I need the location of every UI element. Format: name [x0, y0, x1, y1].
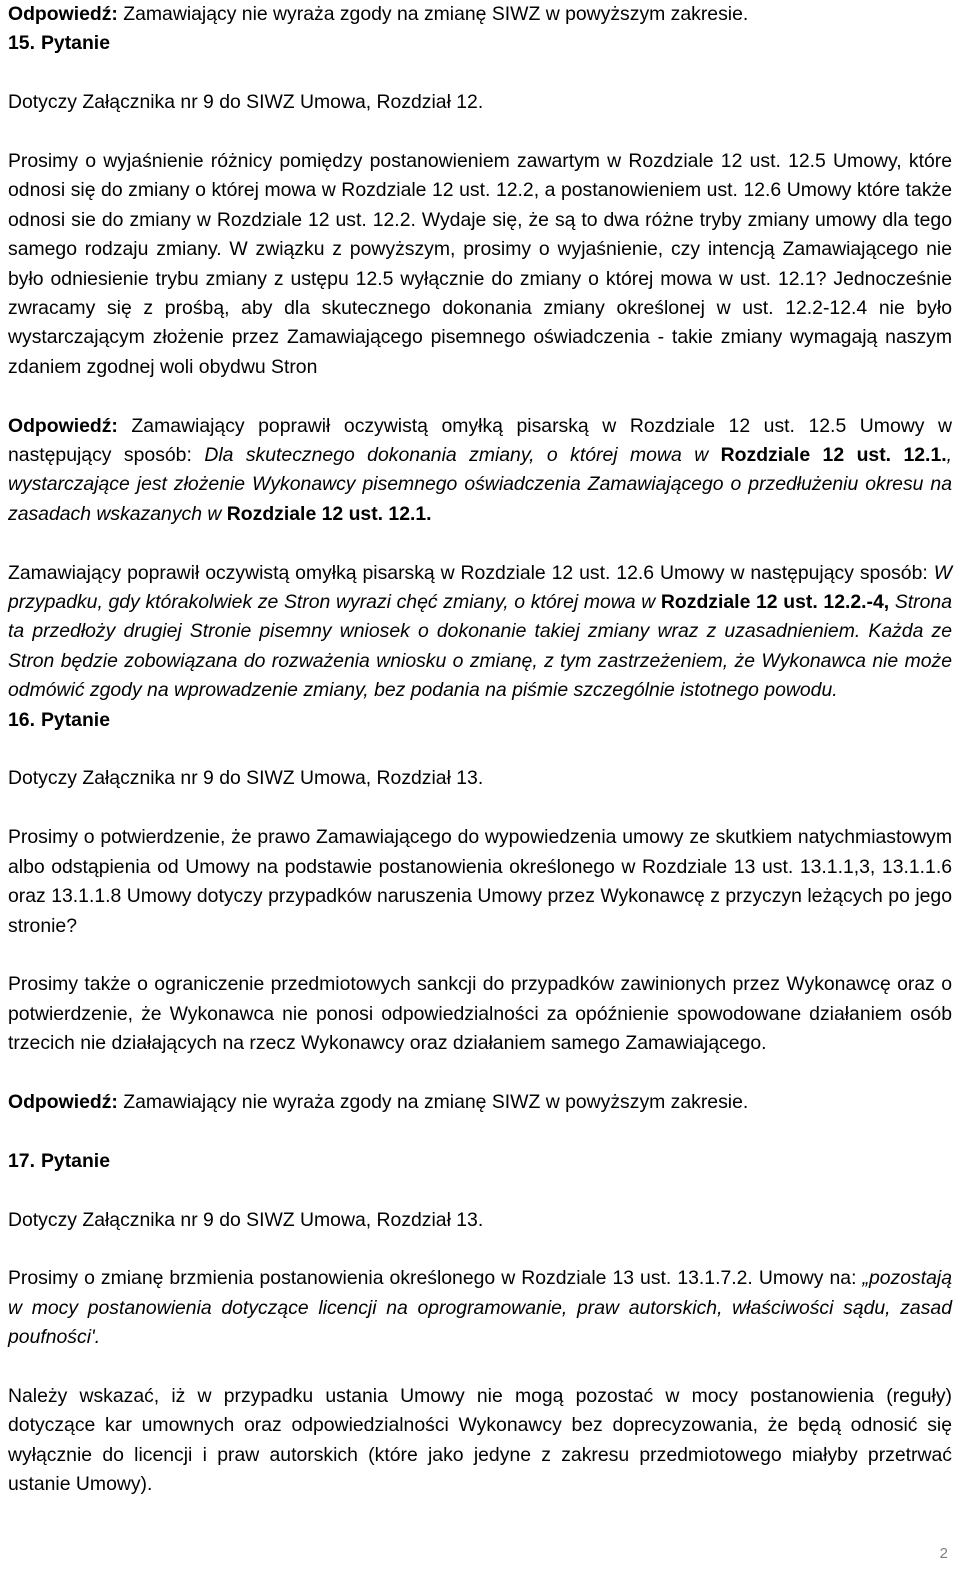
reference-line: Dotyczy Załącznika nr 9 do SIWZ Umowa, Rozdział 12. — [8, 91, 484, 114]
quoted-text: , wystarczające jest złożenie Wykonawcy pisemnego oświadczenia Zamawiającego o przedłużeniu okresu na zasadach wskazanych w — [8, 444, 953, 525]
answer-paragraph — [8, 0, 952, 29]
quoted-text: „pozostają w mocy postanowienia dotyczące licencji na oprogramowanie, praw autorskich, właściwości sądu, zasad poufności'. — [8, 1267, 952, 1349]
answer-text: Zamawiający poprawił oczywistą omyłką pisarską w Rozdziale 12 ust. 12.6 Umowy w następujący sposób: — [8, 561, 934, 584]
question-label: Pytanie — [41, 708, 110, 731]
reference-line: Dotyczy Załącznika nr 9 do SIWZ Umowa, Rozdział 13. — [8, 767, 484, 790]
question-number: 15. — [8, 32, 35, 55]
answer-label: Odpowiedź: — [8, 414, 118, 437]
question-paragraph — [8, 1264, 952, 1352]
question-paragraph: Należy wskazać, iż w przypadku ustania Umowy nie mogą pozostać w mocy postanowienia (reguły) dotyczące kar umownych oraz odpowiedzialności Wykonawcy bez doprecyzowania, że będą odnosić się wyłącznie do licencji i praw autorskich (które jako jedyne z zakresu przedmiotowego miałyby przetrwać ustanie Umowy). — [8, 1384, 952, 1496]
reference-line: Dotyczy Załącznika nr 9 do SIWZ Umowa, Rozdział 13. — [8, 1208, 484, 1231]
answer-label: Odpowiedź: — [8, 1090, 118, 1113]
question-paragraph: Prosimy także o ograniczenie przedmiotowych sankcji do przypadków zawinionych przez Wykonawcę oraz o potwierdzenie, że Wykonawca nie ponosi odpowiedzialności za opóźnienie spowodowane działaniem osób trzecich nie działających na rzecz Wykonawcy oraz działaniem samego Zamawiającego. — [8, 973, 952, 1055]
page-number: 2 — [939, 1545, 948, 1562]
quoted-text: Dla skutecznego dokonania zmiany, o której mowa w — [204, 444, 721, 467]
section-reference: Rozdziale 12 ust. 12.1. — [720, 444, 947, 467]
question-paragraph: Prosimy o wyjaśnienie różnicy pomiędzy postanowieniem zawartym w Rozdziale 12 ust. 12.5 Umowy, które odnosi się do zmiany o której mowa w Rozdziale 12 ust. 12.2, a postanowieniem ust. 12.6 Umowy które także odnosi sie do zmiany w Rozdziale 12 ust. 12.2. Wydaje się, że są to dwa różne tryby zmiany umowy dla tego samego rodzaju zmiany. W związku z powyższym, prosimy o wyjaśnienie, czy intencją Zamawiającego nie było odniesienie trybu zmiany z ustępu 12.5 wyłącznie do zmiany o której mowa w ust. 12.1? Jednocześnie zwracamy się z prośbą, aby dla skutecznego dokonania zmiany określonej w ust. 12.2-12.4 nie było wystarczającym złożenie przez Zamawiającego pisemnego oświadczenia - takie zmiany wymagają naszym zdaniem zgodnej woli obydwu Stron — [8, 150, 952, 378]
question-heading-17 — [8, 1147, 952, 1176]
question-heading-15 — [8, 29, 952, 58]
question-label: Pytanie — [41, 32, 110, 55]
question-paragraph: Prosimy o potwierdzenie, że prawo Zamawiającego do wypowiedzenia umowy ze skutkiem natychmiastowym albo odstąpienia od Umowy na podstawie postanowienia określonego w Rozdziale 13 ust. 13.1.1,3, 13.1.1.6 oraz 13.1.1.8 Umowy dotyczy przypadków naruszenia Umowy przez Wykonawcę z przyczyn leżących po jego stronie? — [8, 826, 952, 937]
answer-paragraph — [8, 559, 952, 706]
question-text: Prosimy o zmianę brzmienia postanowienia określonego w Rozdziale 13 ust. 13.1.7.2. Umowy na: — [8, 1267, 863, 1290]
question-label: Pytanie — [41, 1149, 110, 1172]
section-reference: Rozdziale 12 ust. 12.2.-4, — [660, 591, 890, 614]
question-heading-16 — [8, 706, 952, 735]
quoted-text: Strona ta przedłoży drugiej Stronie pisemny wniosek o dokonanie takiej zmiany wraz z uzasadnieniem. Każda ze Stron będzie zobowiązana do rozważenia wniosku o zmianę, z tym zastrzeżeniem, że Wykonawca nie może odmówić zgody na wprowadzenie zmiany, bez podania na piśmie szczególnie istotnego powodu. — [8, 591, 952, 702]
answer-text: Zamawiający nie wyraża zgody na zmianę SIWZ w powyższym zakresie. — [117, 1090, 749, 1113]
document-page — [8, 0, 952, 1500]
answer-text: Zamawiający nie wyraża zgody na zmianę SIWZ w powyższym zakresie. — [117, 3, 749, 25]
answer-label: Odpowiedź: — [8, 3, 118, 25]
quoted-text: W przypadku, gdy którakolwiek ze Stron wyrazi chęć zmiany, o której mowa w — [8, 561, 952, 614]
answer-paragraph — [8, 412, 952, 530]
question-number: 17. — [8, 1149, 35, 1172]
answer-paragraph — [8, 1088, 952, 1117]
question-number: 16. — [8, 708, 35, 731]
section-reference: Rozdziale 12 ust. 12.1. — [226, 502, 432, 525]
answer-text: Zamawiający poprawił oczywistą omyłką pisarską w Rozdziale 12 ust. 12.5 Umowy w następujący sposób: — [8, 414, 952, 467]
